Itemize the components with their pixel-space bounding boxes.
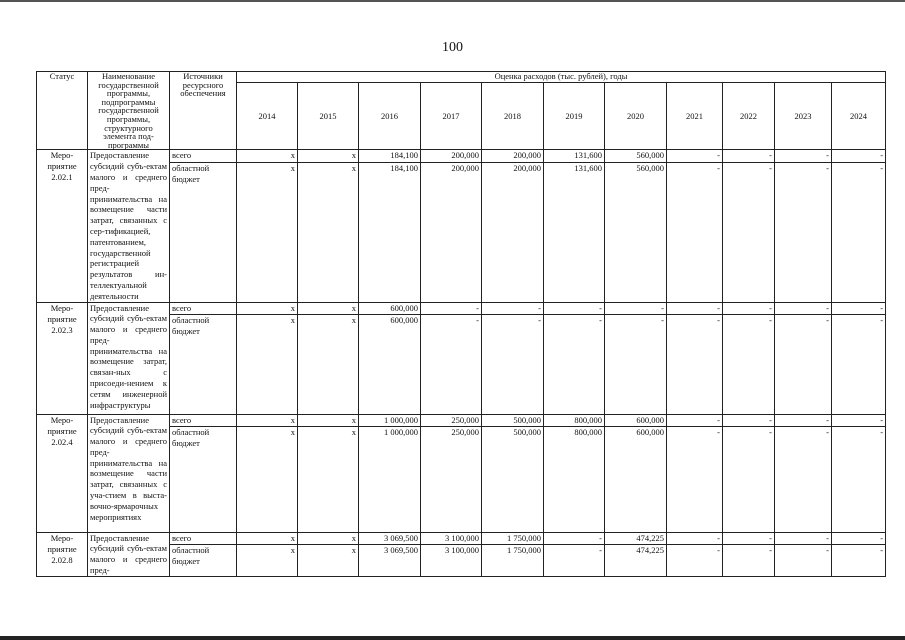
- header-year: 2023: [775, 83, 832, 150]
- expense-cell: -: [667, 532, 723, 545]
- funding-source: областной бюджет: [170, 545, 237, 577]
- expense-cell: 184,100: [359, 150, 421, 163]
- expense-cell: 250,000: [421, 414, 482, 426]
- expense-cell: 600,000: [359, 314, 421, 414]
- header-year: 2020: [605, 83, 667, 150]
- funding-source: всего: [170, 302, 237, 314]
- expense-cell: -: [832, 532, 886, 545]
- expense-cell: x: [298, 150, 359, 163]
- funding-source: всего: [170, 532, 237, 545]
- expense-cell: -: [775, 545, 832, 577]
- funding-source: областной бюджет: [170, 314, 237, 414]
- expense-cell: 3 100,000: [421, 532, 482, 545]
- expense-cell: -: [832, 163, 886, 302]
- expense-cell: -: [667, 163, 723, 302]
- expense-cell: 600,000: [605, 414, 667, 426]
- expense-cell: -: [775, 532, 832, 545]
- expense-cell: 200,000: [482, 163, 544, 302]
- header-year: 2017: [421, 83, 482, 150]
- expense-cell: x: [237, 314, 298, 414]
- header-year: 2022: [723, 83, 775, 150]
- header-expenses: Оценка расходов (тыс. рублей), годы: [237, 72, 886, 83]
- expense-cell: 200,000: [421, 163, 482, 302]
- expense-cell: -: [775, 163, 832, 302]
- expense-cell: x: [237, 414, 298, 426]
- expense-cell: 500,000: [482, 426, 544, 532]
- expense-cell: 1 750,000: [482, 532, 544, 545]
- table-row-total: [37, 150, 886, 163]
- scan-top-edge: [0, 0, 905, 2]
- expense-cell: -: [605, 302, 667, 314]
- expense-cell: -: [723, 302, 775, 314]
- table-row-total: [37, 414, 886, 426]
- expense-cell: -: [421, 314, 482, 414]
- expense-cell: 600,000: [359, 302, 421, 314]
- measure-status: Меро-приятие 2.02.1: [37, 150, 88, 302]
- header-status: Статус: [37, 72, 88, 150]
- measure-status: Меро-приятие 2.02.3: [37, 302, 88, 414]
- expense-cell: -: [667, 314, 723, 414]
- table-row-total: [37, 302, 886, 314]
- expense-cell: 500,000: [482, 414, 544, 426]
- expense-cell: -: [421, 302, 482, 314]
- expense-cell: 600,000: [605, 426, 667, 532]
- table-body: [37, 150, 886, 576]
- header-year: 2015: [298, 83, 359, 150]
- expense-cell: 3 069,500: [359, 532, 421, 545]
- expense-cell: -: [723, 314, 775, 414]
- expense-cell: -: [723, 545, 775, 577]
- expense-cell: x: [298, 545, 359, 577]
- expense-cell: 3 100,000: [421, 545, 482, 577]
- expense-cell: 184,100: [359, 163, 421, 302]
- expense-cell: 131,600: [544, 150, 605, 163]
- measure-name: Предоставление субсидий субъ-ектам малого и среднего пред-принимательства на возмещение затрат, связан-ных с присоеди-нением к сетям инженерной инфраструктуры: [88, 302, 170, 414]
- scan-bottom-edge: [0, 636, 905, 640]
- expense-cell: x: [298, 163, 359, 302]
- expense-cell: 1 750,000: [482, 545, 544, 577]
- expense-cell: -: [667, 150, 723, 163]
- expense-cell: -: [775, 150, 832, 163]
- expense-cell: 1 000,000: [359, 426, 421, 532]
- header-year: 2024: [832, 83, 886, 150]
- header-sources: Источники ресурсного обеспечения: [170, 72, 237, 150]
- measure-status: Меро-приятие 2.02.4: [37, 414, 88, 532]
- expense-cell: -: [544, 532, 605, 545]
- expense-cell: x: [237, 150, 298, 163]
- expense-cell: x: [298, 314, 359, 414]
- expense-cell: 800,000: [544, 426, 605, 532]
- expense-cell: -: [544, 545, 605, 577]
- funding-source: всего: [170, 150, 237, 163]
- header-year: 2014: [237, 83, 298, 150]
- expense-cell: 800,000: [544, 414, 605, 426]
- expense-cell: -: [723, 426, 775, 532]
- expense-cell: -: [832, 150, 886, 163]
- expense-cell: -: [482, 302, 544, 314]
- expense-cell: -: [605, 314, 667, 414]
- budget-table: [36, 71, 886, 577]
- measure-name: Предоставление субсидий субъ-ектам малого и среднего пред-принимательства на возмещение части затрат, связанных с уча-стием в выста-вочно-ярмарочных мероприятиях: [88, 414, 170, 532]
- page-number: 100: [442, 40, 463, 55]
- table-row-total: [37, 532, 886, 545]
- expense-cell: -: [775, 302, 832, 314]
- header-name: Наименование государственной программы, подпрограммы государственной программы, структурного элемента под-программы: [88, 72, 170, 150]
- expense-cell: -: [723, 150, 775, 163]
- expense-cell: -: [723, 163, 775, 302]
- expense-cell: x: [298, 532, 359, 545]
- expense-cell: -: [775, 426, 832, 532]
- expense-cell: -: [775, 414, 832, 426]
- expense-cell: -: [667, 426, 723, 532]
- expense-cell: x: [298, 302, 359, 314]
- expense-cell: 200,000: [421, 150, 482, 163]
- expense-cell: x: [237, 532, 298, 545]
- measure-name: Предоставление субсидий субъ-ектам малого и среднего пред-: [88, 532, 170, 576]
- expense-cell: -: [544, 314, 605, 414]
- expense-cell: -: [723, 414, 775, 426]
- expense-cell: 560,000: [605, 150, 667, 163]
- expense-cell: 200,000: [482, 150, 544, 163]
- expense-cell: 3 069,500: [359, 545, 421, 577]
- header-year: 2021: [667, 83, 723, 150]
- expense-cell: x: [298, 414, 359, 426]
- expense-cell: -: [832, 302, 886, 314]
- measure-name: Предоставление субсидий субъ-ектам малого и среднего пред-принимательства на возмещение части затрат, связанных с сер-тификацией, патентованием, государственной регистрацией результатов ин-теллектуальной деятельности: [88, 150, 170, 302]
- header-year: 2016: [359, 83, 421, 150]
- expense-cell: x: [298, 426, 359, 532]
- expense-cell: -: [832, 426, 886, 532]
- header-year: 2018: [482, 83, 544, 150]
- expense-cell: -: [832, 545, 886, 577]
- expense-cell: -: [544, 302, 605, 314]
- expense-cell: -: [482, 314, 544, 414]
- expense-cell: x: [237, 426, 298, 532]
- funding-source: областной бюджет: [170, 426, 237, 532]
- expense-cell: -: [723, 532, 775, 545]
- expense-cell: 560,000: [605, 163, 667, 302]
- funding-source: всего: [170, 414, 237, 426]
- table-header: [37, 72, 886, 150]
- measure-status: Меро-приятие 2.02.8: [37, 532, 88, 576]
- expense-cell: 1 000,000: [359, 414, 421, 426]
- expense-cell: x: [237, 302, 298, 314]
- expense-cell: 131,600: [544, 163, 605, 302]
- expense-cell: -: [667, 545, 723, 577]
- funding-source: областной бюджет: [170, 163, 237, 302]
- expense-cell: x: [237, 545, 298, 577]
- expense-cell: 250,000: [421, 426, 482, 532]
- expense-cell: 474,225: [605, 532, 667, 545]
- expense-cell: x: [237, 163, 298, 302]
- expense-cell: 474,225: [605, 545, 667, 577]
- expense-cell: -: [832, 314, 886, 414]
- header-year: 2019: [544, 83, 605, 150]
- expense-cell: -: [667, 414, 723, 426]
- expense-cell: -: [832, 414, 886, 426]
- expense-cell: -: [667, 302, 723, 314]
- expense-cell: -: [775, 314, 832, 414]
